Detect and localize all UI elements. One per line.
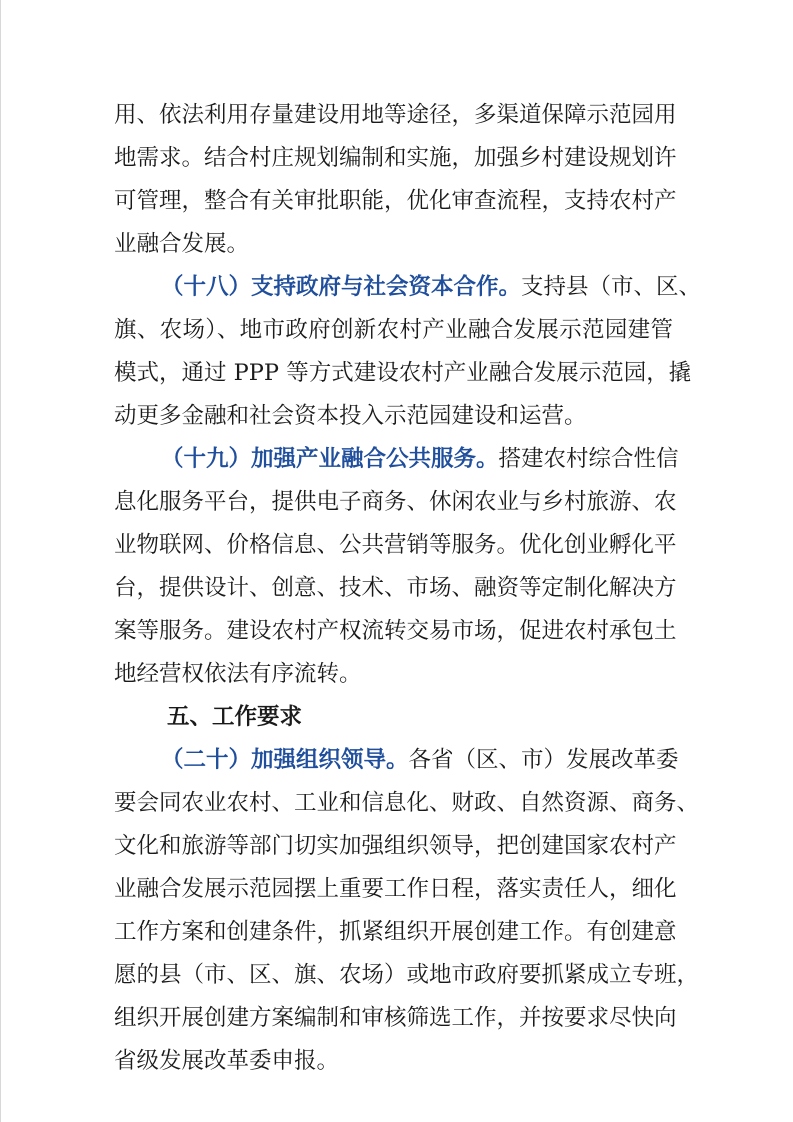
body-text-line: 地需求。结合村庄规划编制和实施，加强乡村建设规划许 [114,145,677,171]
section-heading: 五、工作要求 [167,704,303,730]
paragraph-heading: （十九）加强产业融合公共服务。 [161,446,499,472]
body-text-line: 省级发展改革委申报。 [114,1048,340,1074]
body-text-line: 组织开展创建方案编制和审核筛选工作，并按要求尽快向 [114,1005,677,1031]
body-text-line: 旗、农场）、地市政府创新农村产业融合发展示范园建管 [114,317,673,343]
body-text-line: 业融合发展示范园摆上重要工作日程，落实责任人，细化 [114,876,677,902]
body-text-line: 地经营权依法有序流转。 [114,661,362,687]
body-text-line: 息化服务平台，提供电子商务、休闲农业与乡村旅游、农 [114,489,677,515]
body-text-line: 工作方案和创建条件，抓紧组织开展创建工作。有创建意 [114,919,677,945]
paragraph-text: 支持县（市、区、 [521,274,702,300]
body-text-line: 要会同农业农村、工业和信息化、财政、自然资源、商务、 [114,790,700,816]
body-text-line: 台，提供设计、创意、技术、市场、融资等定制化解决方 [114,575,677,601]
body-text-line: 文化和旅游等部门切实加强组织领导，把创建国家农村产 [114,833,677,859]
body-text-line: 动更多金融和社会资本投入示范园建设和运营。 [114,403,587,429]
paragraph-heading: （二十）加强组织领导。 [161,747,409,773]
paragraph-heading: （十八）支持政府与社会资本合作。 [161,274,522,300]
body-text-line: 模式，通过 PPP 等方式建设农村产业融合发展示范园，撬 [114,360,692,386]
body-text-line: 业物联网、价格信息、公共营销等服务。优化创业孵化平 [114,532,677,558]
body-text-line: 愿的县（市、区、旗、农场）或地市政府要抓紧成立专班， [114,962,700,988]
paragraph-first-line [161,444,679,474]
paragraph-first-line [161,272,702,302]
paragraph-text: 搭建农村综合性信 [498,446,679,472]
paragraph-first-line [161,745,679,775]
paragraph-text: 各省（区、市）发展改革委 [408,747,679,773]
body-text-line: 业融合发展。 [114,231,250,257]
body-text-line: 案等服务。建设农村产权流转交易市场，促进农村承包土 [114,618,677,644]
body-text-line: 可管理，整合有关审批职能，优化审查流程，支持农村产 [114,188,677,214]
body-text-line: 用、依法利用存量建设用地等途径，多渠道保障示范园用 [114,102,677,128]
